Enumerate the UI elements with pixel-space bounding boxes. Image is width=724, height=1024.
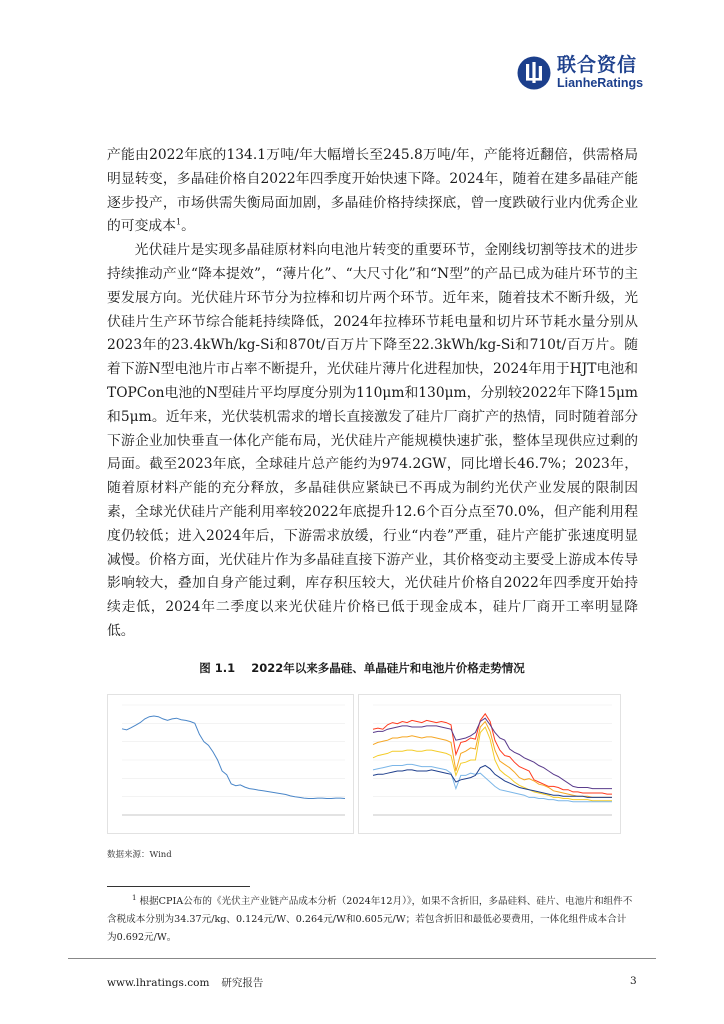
footnote-text: 根据CPIA公布的《光伏主产业链产品成本分析（2024年12月）》，如果不含折旧，多晶硅料、硅片、电池片和组件不含税成本分别为34.37元/kg、0.124元/W、0.264元/W和0.605元/W；若包含折旧和最低必要费用，一体化组件成本合计为0.692元/W。 — [107, 896, 633, 943]
footer-divider — [68, 958, 656, 959]
paragraph-text: 产能由2022年底的134.1万吨/年大幅增长至245.8万吨/年，产能将近翻倍，供需格局明显转变，多晶硅价格自2022年四季度开始快速下降。2024年，随着在建多晶硅产能逐步投产，市场供需失衡局面加剧，多晶硅价格持续探底，曾一度跌破行业内优秀企业的可变成本 — [107, 147, 638, 235]
footnote-mark: 1 — [131, 893, 137, 902]
lianhe-logo-icon — [517, 56, 551, 90]
body-text — [107, 144, 638, 644]
footnote-divider — [107, 886, 250, 887]
logo-chinese: 联合资信 — [557, 54, 638, 76]
figure-caption — [0, 660, 724, 676]
page-number: 3 — [630, 975, 637, 987]
figure-title: 2022年以来多晶硅、单晶硅片和电池片价格走势情况 — [251, 661, 525, 675]
company-logo — [517, 55, 643, 90]
polysilicon-price-chart — [108, 695, 353, 833]
figure-number: 图 1.1 — [199, 661, 236, 675]
footnote — [107, 893, 634, 947]
footer-left — [107, 975, 263, 990]
logo-english: LianheRatings — [557, 76, 644, 90]
footnote-reference[interactable]: 1 — [175, 217, 182, 227]
wafer-cell-price-chart — [359, 695, 620, 833]
series-line-1 — [373, 722, 612, 798]
data-source: 数据来源：Wind — [107, 850, 172, 860]
series-line-0 — [122, 716, 345, 799]
footer-url[interactable]: www.lhratings.com — [107, 977, 210, 989]
series-line-2 — [373, 727, 612, 801]
chart-polysilicon-price — [107, 694, 354, 834]
chart-wafer-cell-price — [358, 694, 621, 834]
paragraph-polysilicon: 产能由2022年底的134.1万吨/年大幅增长至245.8万吨/年，产能将近翻倍，供需格局明显转变，多晶硅价格自2022年四季度开始快速下降。2024年，随着在建多晶硅产能逐步投产，市场供需失衡局面加剧，多晶硅价格持续探底，曾一度跌破行业内优秀企业的可变成本$^1$。 — [107, 147, 638, 235]
footer-doc-type: 研究报告 — [221, 977, 264, 989]
paragraph-wafer: 光伏硅片是实现多晶硅原材料向电池片转变的重要环节，金刚线切割等技术的进步持续推动产业“降本提效”，“薄片化”、“大尺寸化”和“N型”的产品已成为硅片环节的主要发展方向。光伏硅片环节分为拉棒和切片两个环节。近年来，随着技术不断升级，光伏硅片生产环节综合能耗持续降低，2024年拉棒环节耗电量和切片环节耗水量分别从2023年的23.4kWh/kg-Si和870t/百万片下降至22.3kWh/kg-Si和710t/百万片。随着下游N型电池片市占率不断提升，光伏硅片薄片化进程加快，2024年用于HJT电池和TOPCon电池的N型硅片平均厚度分别为110μm和130μm，分别较2022年下降15μm和5μm。近年来，光伏装机需求的增长直接激发了硅片厂商扩产的热情，同时随着部分下游企业加快垂直一体化产能布局，光伏硅片产能规模快速扩张，整体呈现供应过剩的局面。截至2023年底，全球硅片总产能约为974.2GW，同比增长46.7%；2023年，随着原材料产能的充分释放，多晶硅供应紧缺已不再成为制约光伏产业发展的限制因素，全球光伏硅片产能利用率较2022年底提升12.6个百分点至70.0%，但产能利用程度仍较低；进入2024年后，下游需求放缓，行业“内卷”严重，硅片产能扩张速度明显减慢。价格方面，光伏硅片作为多晶硅直接下游产业，其价格变动主要受上游成本传导影响较大，叠加自身产能过剩，库存积压较大，光伏硅片价格自2022年四季度开始持续走低，2024年二季度以来光伏硅片价格已低于现金成本，硅片厂商开工率明显降低。 — [107, 242, 638, 639]
series-line-5 — [373, 766, 612, 798]
